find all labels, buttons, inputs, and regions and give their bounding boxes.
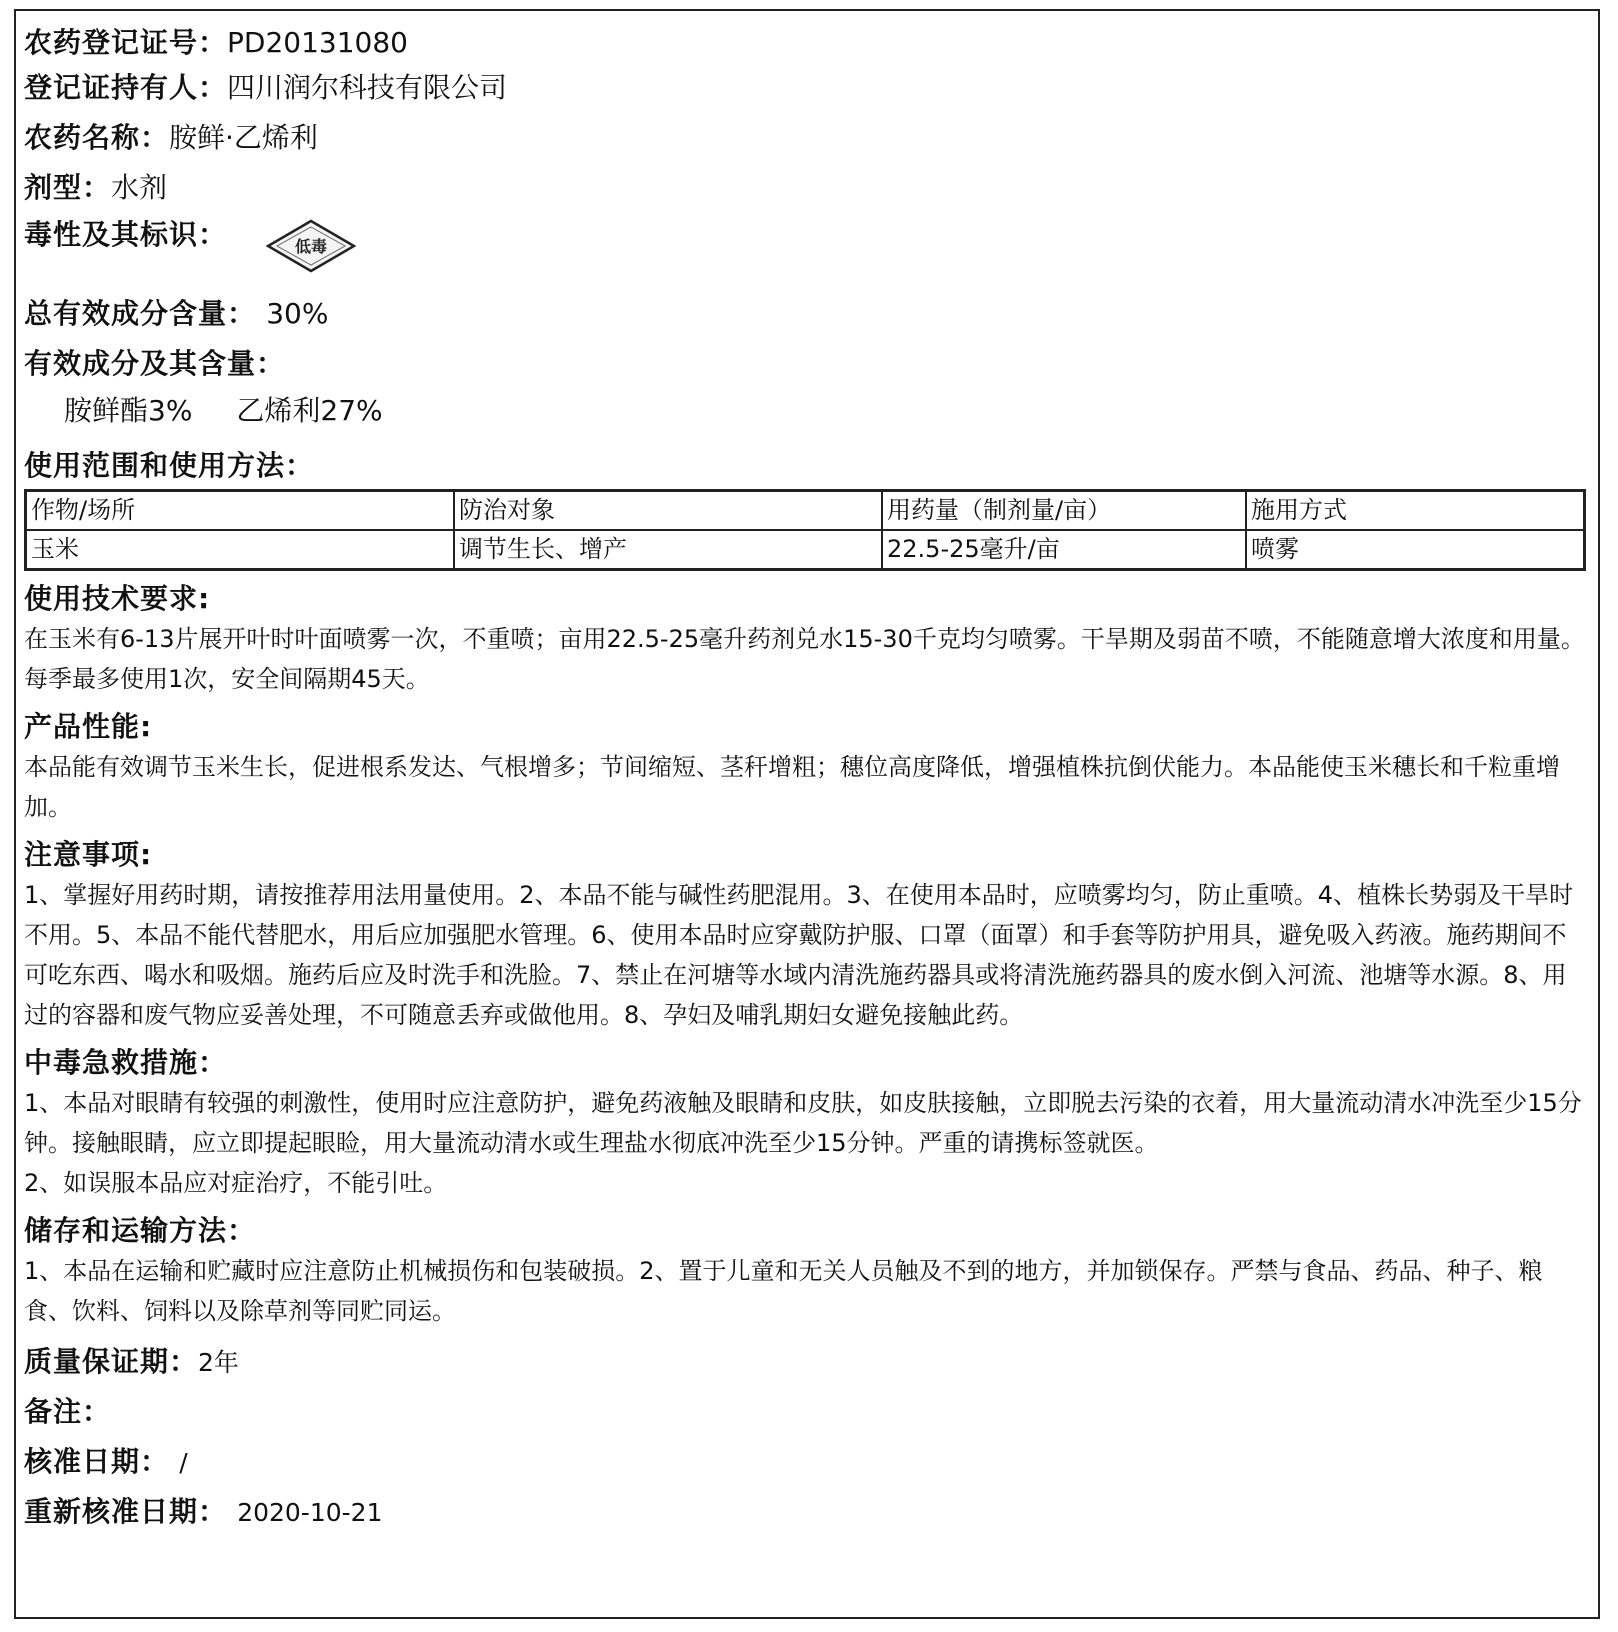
storage-label: 储存和运输方法：: [24, 1214, 257, 1247]
precautions-section: [24, 835, 1592, 1035]
reapproval-date-value: 2020-10-21: [237, 1498, 383, 1527]
active-ingredient-item: 乙烯利27%: [236, 394, 383, 427]
reapproval-date-label: 重新核准日期：: [24, 1495, 228, 1528]
storage-text: 1、本品在运输和贮藏时应注意防止机械损伤和包装破损。2、置于儿童和无关人员触及不到的地方，并加锁保存。严禁与食品、药品、种子、粮食、饮料、饲料以及除草剂等同贮同运。: [24, 1257, 1543, 1325]
table-header-cell: 作物/场所: [26, 491, 454, 530]
performance-section: [24, 707, 1592, 827]
product-name-row: [24, 113, 1592, 163]
active-ingredients-list: [24, 389, 1592, 433]
total-content-row: [24, 289, 1592, 339]
formulation-row: [24, 163, 1592, 213]
registration-document: [14, 9, 1600, 1619]
table-cell: 调节生长、增产: [454, 530, 882, 569]
performance-label: 产品性能:: [24, 710, 153, 743]
technical-requirements-label: 使用技术要求:: [24, 582, 211, 615]
active-ingredients-section: [24, 339, 1592, 443]
registration-number-label: 农药登记证号：: [24, 26, 228, 59]
holder-label: 登记证持有人：: [24, 71, 228, 104]
toxicity-label: 毒性及其标识：: [24, 218, 228, 251]
table-row: [26, 530, 1584, 569]
total-content-label: 总有效成分含量：: [24, 297, 257, 330]
precautions-label: 注意事项:: [24, 838, 153, 871]
first-aid-text-2: 2、如误服本品应对症治疗，不能引吐。: [24, 1169, 448, 1197]
approval-date-value: /: [179, 1448, 188, 1477]
table-header-row: [26, 491, 1584, 530]
holder-value: 四川润尔科技有限公司: [227, 71, 508, 104]
remarks-row: [24, 1387, 1592, 1437]
registration-number-row: [24, 23, 1592, 63]
first-aid-text-1: 1、本品对眼睛有较强的刺激性，使用时应注意防护，避免药液触及眼睛和皮肤，如皮肤接触，立即脱去污染的衣着，用大量流动清水冲洗至少15分钟。接触眼睛，应立即提起眼睑，用大量流动清水或生理盐水彻底冲洗至少15分钟。严重的请携标签就医。: [24, 1089, 1582, 1157]
shelf-life-row: [24, 1337, 1592, 1387]
usage-scope-label: 使用范围和使用方法：: [24, 449, 315, 482]
active-ingredients-label: 有效成分及其含量：: [24, 347, 286, 380]
table-cell: 22.5-25毫升/亩: [882, 530, 1246, 569]
product-name-value: 胺鲜·乙烯利: [169, 121, 318, 154]
table-cell: 喷雾: [1246, 530, 1584, 569]
active-ingredient-item: 胺鲜酯3%: [64, 394, 193, 427]
shelf-life-label: 质量保证期：: [24, 1345, 199, 1378]
usage-scope-table: [24, 489, 1586, 571]
first-aid-label: 中毒急救措施：: [24, 1046, 228, 1079]
shelf-life-value: 2年: [198, 1348, 239, 1377]
precautions-text: 1、掌握好用药时期，请按推荐用法用量使用。2、本品不能与碱性药肥混用。3、在使用本品时，应喷雾均匀，防止重喷。4、植株长势弱及干旱时不用。5、本品不能代替肥水，用后应加强肥水管理。6、使用本品时应穿戴防护服、口罩（面罩）和手套等防护用具，避免吸入药液。施药期间不可吃东西、喝水和吸烟。施药后应及时洗手和洗脸。7、禁止在河塘等水域内清洗施药器具或将清洗施药器具的废水倒入河流、池塘等水源。8、用过的容器和废气物应妥善处理，不可随意丢弃或做他用。8、孕妇及哺乳期妇女避免接触此药。: [24, 881, 1574, 1029]
low-toxicity-mark-icon: [266, 219, 356, 273]
product-name-label: 农药名称：: [24, 121, 170, 154]
table-cell: 玉米: [26, 530, 454, 569]
approval-date-row: [24, 1437, 1592, 1487]
formulation-value: 水剂: [111, 171, 168, 204]
holder-row: [24, 63, 1592, 113]
toxicity-mark-text: 低毒: [294, 237, 328, 256]
storage-section: [24, 1211, 1592, 1331]
usage-scope-row: [24, 445, 1592, 487]
reapproval-date-row: [24, 1487, 1592, 1537]
table-header-cell: 施用方式: [1246, 491, 1584, 530]
total-content-value: 30%: [266, 297, 329, 330]
first-aid-section: [24, 1043, 1592, 1203]
registration-number-value: PD20131080: [227, 26, 408, 59]
toxicity-row: [24, 213, 1592, 289]
table-header-cell: 防治对象: [454, 491, 882, 530]
technical-requirements-section: [24, 579, 1592, 699]
table-header-cell: 用药量（制剂量/亩）: [882, 491, 1246, 530]
approval-date-label: 核准日期：: [24, 1445, 170, 1478]
remarks-label: 备注：: [24, 1395, 112, 1428]
formulation-label: 剂型：: [24, 171, 112, 204]
technical-requirements-text: 在玉米有6-13片展开叶时叶面喷雾一次，不重喷；亩用22.5-25毫升药剂兑水15-30千克均匀喷雾。干旱期及弱苗不喷，不能随意增大浓度和用量。每季最多使用1次，安全间隔期45天。: [24, 625, 1585, 693]
performance-text: 本品能有效调节玉米生长，促进根系发达、气根增多；节间缩短、茎秆增粗；穗位高度降低，增强植株抗倒伏能力。本品能使玉米穗长和千粒重增加。: [24, 753, 1560, 821]
